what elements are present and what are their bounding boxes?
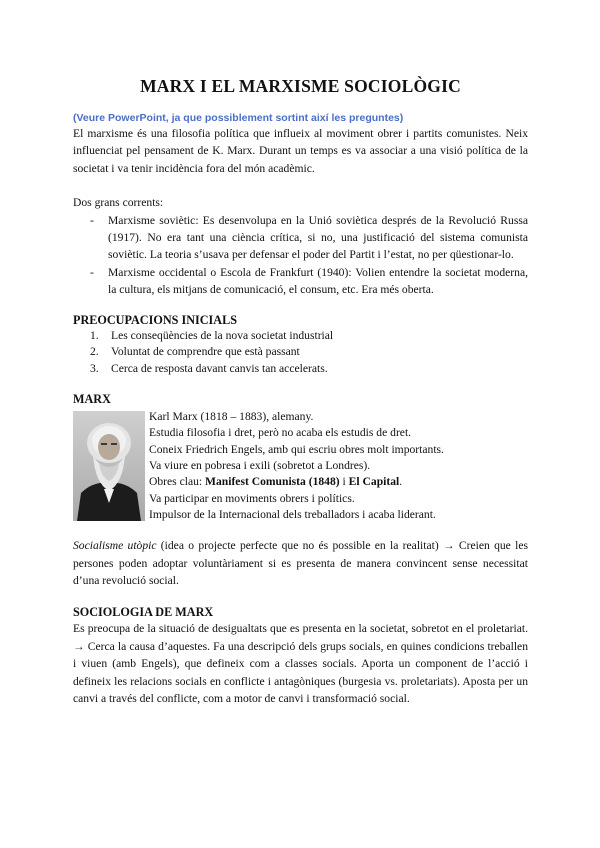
document-page xyxy=(73,72,528,707)
marx-portrait-image xyxy=(73,411,145,521)
marx-heading: MARX xyxy=(73,392,111,407)
bio-line: Impulsor de la Internacional dels treballadors i acaba liderant. xyxy=(149,507,436,521)
currents-intro: Dos grans corrents: xyxy=(73,196,164,210)
utopic-socialism-paragraph: Socialisme utòpic (idea o projecte perfecte que no és possible en la realitat) → Creien que les persones poden adoptar voluntàriament si es presenta de manera convincent sense necessitat d’una revolució social. xyxy=(73,539,528,588)
list-item: - Marxisme soviètic: Es desenvolupa en la Unió soviètica després de la Revolució Russa (1917). No era tant una ciència crítica, si no, una justificació del sistema comunista soviètic. La teoria s’usava per defensar el poder del Partit i l’estat, no per qüestionar-lo. xyxy=(90,212,528,264)
intro-paragraph: El marxisme és una filosofia política que influeix al moviment obrer i partits comunistes. Neix influenciat pel pensament de K. Marx. Durant un temps es va associar a una visió política de la societat i va tenir incidència fora del món acadèmic. xyxy=(73,127,528,175)
powerpoint-note: (Veure PowerPoint, ja que possiblement sortint així les preguntes) xyxy=(73,112,404,124)
bio-line: Va viure en pobresa i exili (sobretot a Londres). xyxy=(149,459,371,473)
currents-list xyxy=(73,212,528,299)
sociology-heading: SOCIOLOGIA DE MARX xyxy=(73,605,214,620)
list-item: - Marxisme occidental o Escola de Frankfurt (1940): Volien entendre la societat moderna, la cultura, els mitjans de comunicació, el consum, etc. Era més oberta. xyxy=(90,264,528,299)
list-item: 3. Cerca de resposta davant canvis tan accelerats. xyxy=(90,361,328,375)
list-item: 2. Voluntat de comprendre que està passant xyxy=(90,345,300,359)
sociology-paragraph: Es preocupa de la situació de desigualtats que es presenta en la societat, sobretot en el proletariat. → Cerca la causa d’aquestes. Fa una descripció dels grups socials, en quines condicions treballen i viuen (amb Engels), que defineix com a classes socials. Aporta un component de l’acció i defineix les relacions socials en conflicte i antagòniques (burgesia vs. proletariats). Aposta per un canvi a través del conflicte, com a motor de canvi i transformació social. xyxy=(73,622,528,706)
document-title: MARX I EL MARXISME SOCIOLÒGIC xyxy=(140,76,461,96)
list-item: 1. Les conseqüències de la nova societat industrial xyxy=(90,328,334,342)
marx-bio-lines xyxy=(149,409,528,523)
key-works-line: Obres clau: Manifest Comunista (1848) i El Capital. xyxy=(149,475,403,489)
bio-line: Coneix Friedrich Engels, amb qui escriu obres molt importants. xyxy=(149,442,444,456)
work-capital: El Capital xyxy=(348,475,400,489)
work-manifest: Manifest Comunista (1848) xyxy=(205,475,340,489)
concerns-list xyxy=(73,328,528,378)
bio-line: Karl Marx (1818 – 1883), alemany. xyxy=(149,410,314,424)
concerns-heading: PREOCUPACIONS INICIALS xyxy=(73,312,237,327)
bio-line: Estudia filosofia i dret, però no acaba els estudis de dret. xyxy=(149,426,412,440)
marx-bio-block xyxy=(73,409,528,523)
bio-line: Va participar en moviments obrers i polítics. xyxy=(149,491,355,505)
